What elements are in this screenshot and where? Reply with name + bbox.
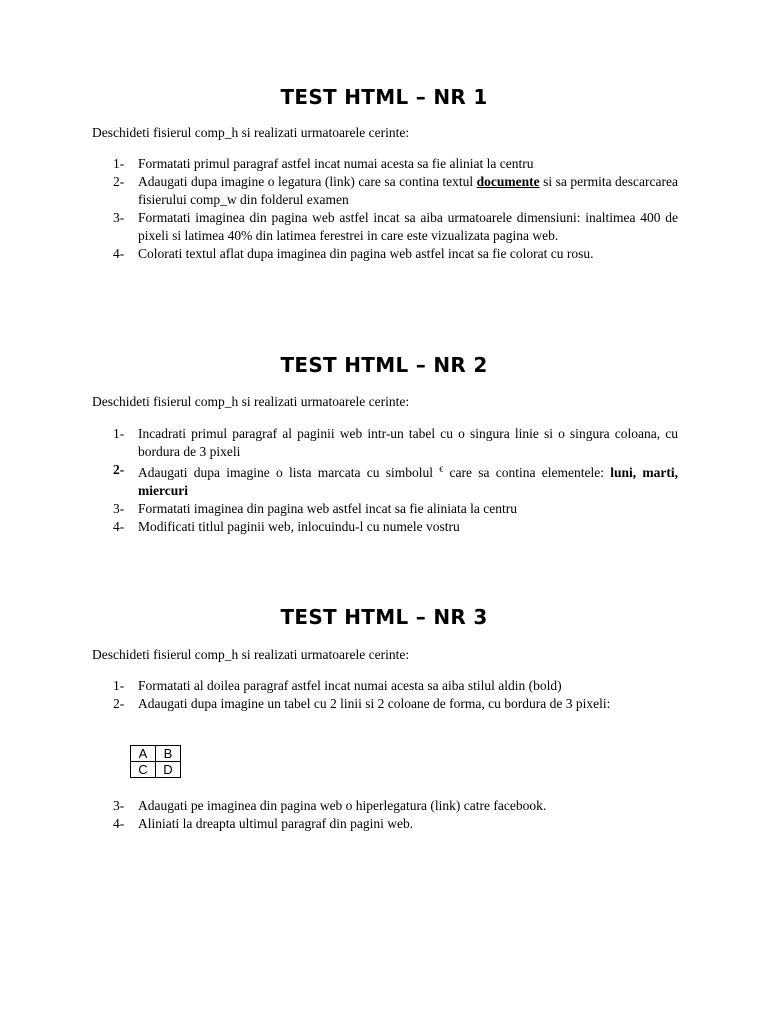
item-text: Adaugati dupa imagine un tabel cu 2 linii si 2 coloane de forma, cu bordura de 3 pixeli: bbox=[138, 696, 611, 711]
list-item bbox=[92, 815, 678, 833]
euro-symbol: € bbox=[439, 465, 444, 474]
list-item bbox=[92, 173, 678, 209]
table-cell: B bbox=[156, 746, 181, 762]
item-text-mid: care sa contina elementele: bbox=[443, 465, 611, 480]
item-text: Formatati al doilea paragraf astfel incat numai acesta sa aiba stilul aldin (bold) bbox=[138, 678, 562, 693]
item-number: 2- bbox=[113, 174, 125, 189]
list-item bbox=[92, 518, 678, 536]
days-keyword: luni, marti, miercuri bbox=[138, 465, 678, 498]
item-text: Formatati imaginea din pagina web astfel incat sa aiba urmatoarele dimensiuni: inaltimea 400 de pixeli si latimea 40% din latimea ferestrei in care este vizualizata pagina web. bbox=[138, 210, 678, 243]
item-number: 4- bbox=[113, 816, 125, 831]
test-3-intro: Deschideti fisierul comp_h si realizati urmatoarele cerinte: bbox=[92, 647, 410, 662]
list-item bbox=[92, 797, 678, 815]
test-3-task-list-a bbox=[92, 677, 678, 713]
table-row bbox=[131, 746, 181, 762]
list-item bbox=[92, 209, 678, 245]
item-number: 2- bbox=[113, 696, 125, 711]
list-item bbox=[92, 245, 678, 263]
item-number: 1- bbox=[113, 426, 125, 441]
test-2-title: TEST HTML – NR 2 bbox=[280, 353, 488, 377]
table-cell: D bbox=[156, 762, 181, 778]
sample-table bbox=[130, 745, 181, 778]
item-number: 3- bbox=[113, 501, 125, 516]
test-2-intro: Deschideti fisierul comp_h si realizati urmatoarele cerinte: bbox=[92, 394, 410, 409]
item-number: 1- bbox=[113, 156, 125, 171]
test-1-title: TEST HTML – NR 1 bbox=[280, 85, 488, 109]
item-text: Formatati primul paragraf astfel incat numai acesta sa fie aliniat la centru bbox=[138, 156, 534, 171]
item-number: 3- bbox=[113, 210, 125, 225]
item-text: Formatati imaginea din pagina web astfel incat sa fie aliniata la centru bbox=[138, 501, 517, 516]
item-number: 3- bbox=[113, 798, 125, 813]
list-item bbox=[92, 500, 678, 518]
item-number: 2- bbox=[113, 462, 125, 477]
item-number: 1- bbox=[113, 678, 125, 693]
item-text-pre: Adaugati dupa imagine o legatura (link) care sa contina textul bbox=[138, 174, 477, 189]
item-text bbox=[138, 173, 678, 209]
test-2-task-list bbox=[92, 425, 678, 536]
list-item bbox=[92, 677, 678, 695]
table-row bbox=[131, 762, 181, 778]
item-text: Colorati textul aflat dupa imaginea din pagina web astfel incat sa fie colorat cu rosu. bbox=[138, 246, 594, 261]
test-3-task-list-b bbox=[92, 797, 678, 833]
test-1-task-list bbox=[92, 155, 678, 263]
list-item bbox=[92, 461, 678, 500]
item-text: Modificati titlul paginii web, inlocuindu-l cu numele vostru bbox=[138, 519, 460, 534]
test-3-title: TEST HTML – NR 3 bbox=[280, 605, 488, 629]
item-text: Incadrati primul paragraf al paginii web intr-un tabel cu o singura linie si o singura coloana, cu bordura de 3 pixeli bbox=[138, 426, 678, 459]
item-text bbox=[138, 461, 678, 500]
table-cell: C bbox=[131, 762, 156, 778]
documente-keyword: documente bbox=[476, 174, 540, 189]
item-number: 4- bbox=[113, 246, 125, 261]
test-1-intro: Deschideti fisierul comp_h si realizati urmatoarele cerinte: bbox=[92, 125, 410, 140]
item-number: 4- bbox=[113, 519, 125, 534]
list-item bbox=[92, 695, 678, 713]
list-item bbox=[92, 155, 678, 173]
item-text: Aliniati la dreapta ultimul paragraf din pagini web. bbox=[138, 816, 414, 831]
item-text-post: si sa permita descarcarea fisierului comp_w din folderul examen bbox=[138, 174, 679, 207]
item-text: Adaugati pe imaginea din pagina web o hiperlegatura (link) catre facebook. bbox=[138, 798, 547, 813]
list-item bbox=[92, 425, 678, 461]
table-cell: A bbox=[131, 746, 156, 762]
item-text-pre: Adaugati dupa imagine o lista marcata cu simbolul bbox=[138, 465, 440, 480]
